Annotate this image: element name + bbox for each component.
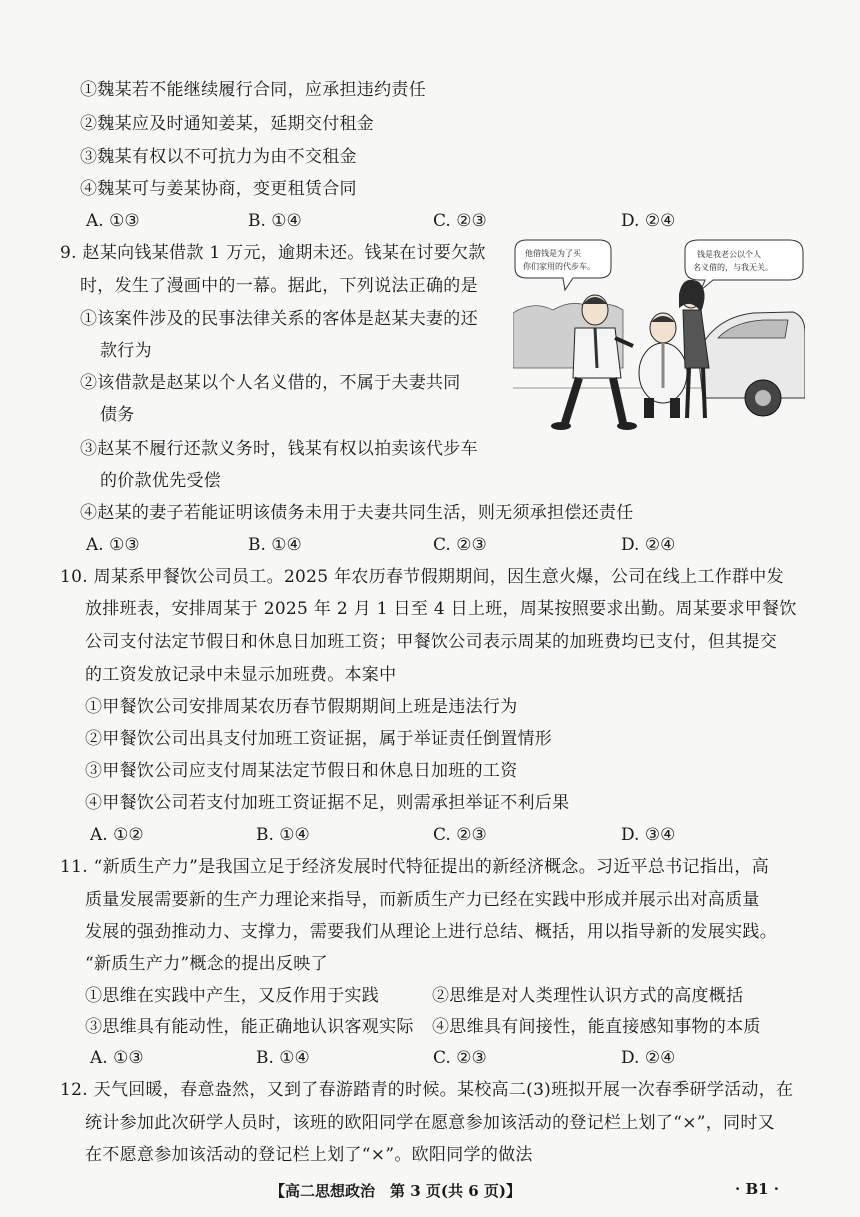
left-bubble-line-2: 你们家用的代步车。 bbox=[523, 262, 595, 271]
q9-option-a: A. ①③ bbox=[86, 535, 140, 555]
q11-stem-line-1: 11. “新质生产力”是我国立足于经济发展时代特征提出的新经济概念。习近平总书记指出，高 bbox=[60, 857, 770, 877]
debtor-figure bbox=[639, 313, 687, 418]
q8-option-c: C. ②③ bbox=[433, 211, 487, 231]
wife-figure bbox=[679, 280, 709, 418]
q11-option-a: A. ①③ bbox=[90, 1048, 144, 1068]
q8-option-d: D. ②④ bbox=[621, 211, 676, 231]
q10-item-3: ③甲餐饮公司应支付周某法定节假日和休息日加班的工资 bbox=[85, 761, 518, 781]
q9-option-b: B. ①④ bbox=[248, 535, 302, 555]
q10-option-c: C. ②③ bbox=[433, 825, 487, 845]
footer-title: 【高二思想政治 第 3 页(共 6 页)】 bbox=[270, 1182, 521, 1200]
q10-option-a: A. ①② bbox=[90, 825, 144, 845]
q11-item-3: ③思维具有能动性，能正确地认识客观实际 bbox=[85, 1017, 414, 1037]
q9-item-1a: ①该案件涉及的民事法律关系的客体是赵某夫妻的还 bbox=[80, 309, 478, 329]
cartoon-illustration bbox=[513, 238, 805, 434]
q9-item-2b: 债务 bbox=[100, 405, 135, 425]
q8-item-2: ②魏某应及时通知姜某，延期交付租金 bbox=[80, 114, 375, 134]
q10-stem-line-2: 放排班表，安排周某于 2025 年 2 月 1 日至 4 日上班，周某按照要求出勤。周某要求甲餐饮 bbox=[85, 599, 797, 619]
q10-item-2: ②甲餐饮公司出具支付加班工资证据，属于举证责任倒置情形 bbox=[85, 729, 553, 749]
q10-stem-line-4: 的工资发放记录中未显示加班费。本案中 bbox=[85, 665, 397, 685]
q11-option-c: C. ②③ bbox=[433, 1048, 487, 1068]
q11-stem-line-4: “新质生产力”概念的提出反映了 bbox=[85, 954, 328, 974]
q10-option-b: B. ①④ bbox=[256, 825, 310, 845]
q11-item-4: ④思维具有间接性，能直接感知事物的本质 bbox=[432, 1017, 761, 1037]
q9-item-2a: ②该借款是赵某以个人名义借的，不属于夫妻共同 bbox=[80, 373, 461, 393]
q9-option-d: D. ②④ bbox=[621, 535, 676, 555]
q10-option-d: D. ③④ bbox=[621, 825, 676, 845]
q9-stem-line-2: 时，发生了漫画中的一幕。据此，下列说法正确的是 bbox=[80, 276, 478, 296]
q8-item-4: ④魏某可与姜某协商，变更租赁合同 bbox=[80, 179, 357, 199]
q11-option-b: B. ①④ bbox=[256, 1048, 310, 1068]
q10-item-4: ④甲餐饮公司若支付加班工资证据不足，则需承担举证不利后果 bbox=[85, 793, 570, 813]
q8-item-3: ③魏某有权以不可抗力为由不交租金 bbox=[80, 147, 357, 167]
q12-stem-line-3: 在不愿意参加该活动的登记栏上划了“×”。欧阳同学的做法 bbox=[85, 1145, 533, 1165]
q8-option-a: A. ①③ bbox=[86, 211, 140, 231]
q11-item-1: ①思维在实践中产生，又反作用于实践 bbox=[85, 986, 380, 1006]
right-speech-bubble bbox=[685, 240, 803, 290]
q10-item-1: ①甲餐饮公司安排周某农历春节假期期间上班是违法行为 bbox=[85, 697, 518, 717]
q9-stem-line-1: 9. 赵某向钱某借款 1 万元，逾期未还。钱某在讨要欠款 bbox=[60, 243, 486, 263]
left-speech-bubble bbox=[515, 240, 611, 290]
q11-stem-line-3: 发展的强劲推动力、支撑力，需要我们从理论上进行总结、概括，用以指导新的发展实践。 bbox=[85, 922, 777, 942]
q9-item-3b: 的价款优先受偿 bbox=[100, 471, 222, 491]
q12-stem-line-1: 12. 天气回暖，春意盎然，又到了春游踏青的时候。某校高二(3)班拟开展一次春季研学活动，在 bbox=[60, 1080, 794, 1100]
q9-option-c: C. ②③ bbox=[433, 535, 487, 555]
q9-item-3a: ③赵某不履行还款义务时，钱某有权以拍卖该代步车 bbox=[80, 439, 478, 459]
q11-stem-line-2: 质量发展需要新的生产力理论来指导，而新质生产力已经在实践中形成并展示出对高质量 bbox=[85, 890, 760, 910]
q12-stem-line-2: 统计参加此次研学人员时，该班的欧阳同学在愿意参加该活动的登记栏上划了“×”，同时又 bbox=[85, 1113, 775, 1133]
q10-stem-line-3: 公司支付法定节假日和休息日加班工资；甲餐饮公司表示周某的加班费均已支付，但其提交 bbox=[85, 632, 777, 652]
right-bubble-line-1: 钱是我老公以个人 bbox=[697, 250, 761, 259]
q11-option-d: D. ②④ bbox=[621, 1048, 676, 1068]
q9-item-4: ④赵某的妻子若能证明该债务未用于夫妻共同生活，则无须承担偿还责任 bbox=[80, 503, 634, 523]
left-bubble-line-1: 他借钱是为了买 bbox=[525, 249, 581, 258]
q9-item-1b: 款行为 bbox=[100, 341, 152, 361]
q11-item-2: ②思维是对人类理性认识方式的高度概括 bbox=[432, 986, 744, 1006]
footer-code: · B1 · bbox=[735, 1180, 780, 1198]
q8-option-b: B. ①④ bbox=[248, 211, 302, 231]
q8-item-1: ①魏某若不能继续履行合同，应承担违约责任 bbox=[80, 80, 426, 100]
q10-stem-line-1: 10. 周某系甲餐饮公司员工。2025 年农历春节假期期间，因生意火爆，公司在线上工作群中发 bbox=[60, 567, 784, 587]
right-bubble-line-2: 名义借的，与我无关。 bbox=[693, 263, 773, 272]
